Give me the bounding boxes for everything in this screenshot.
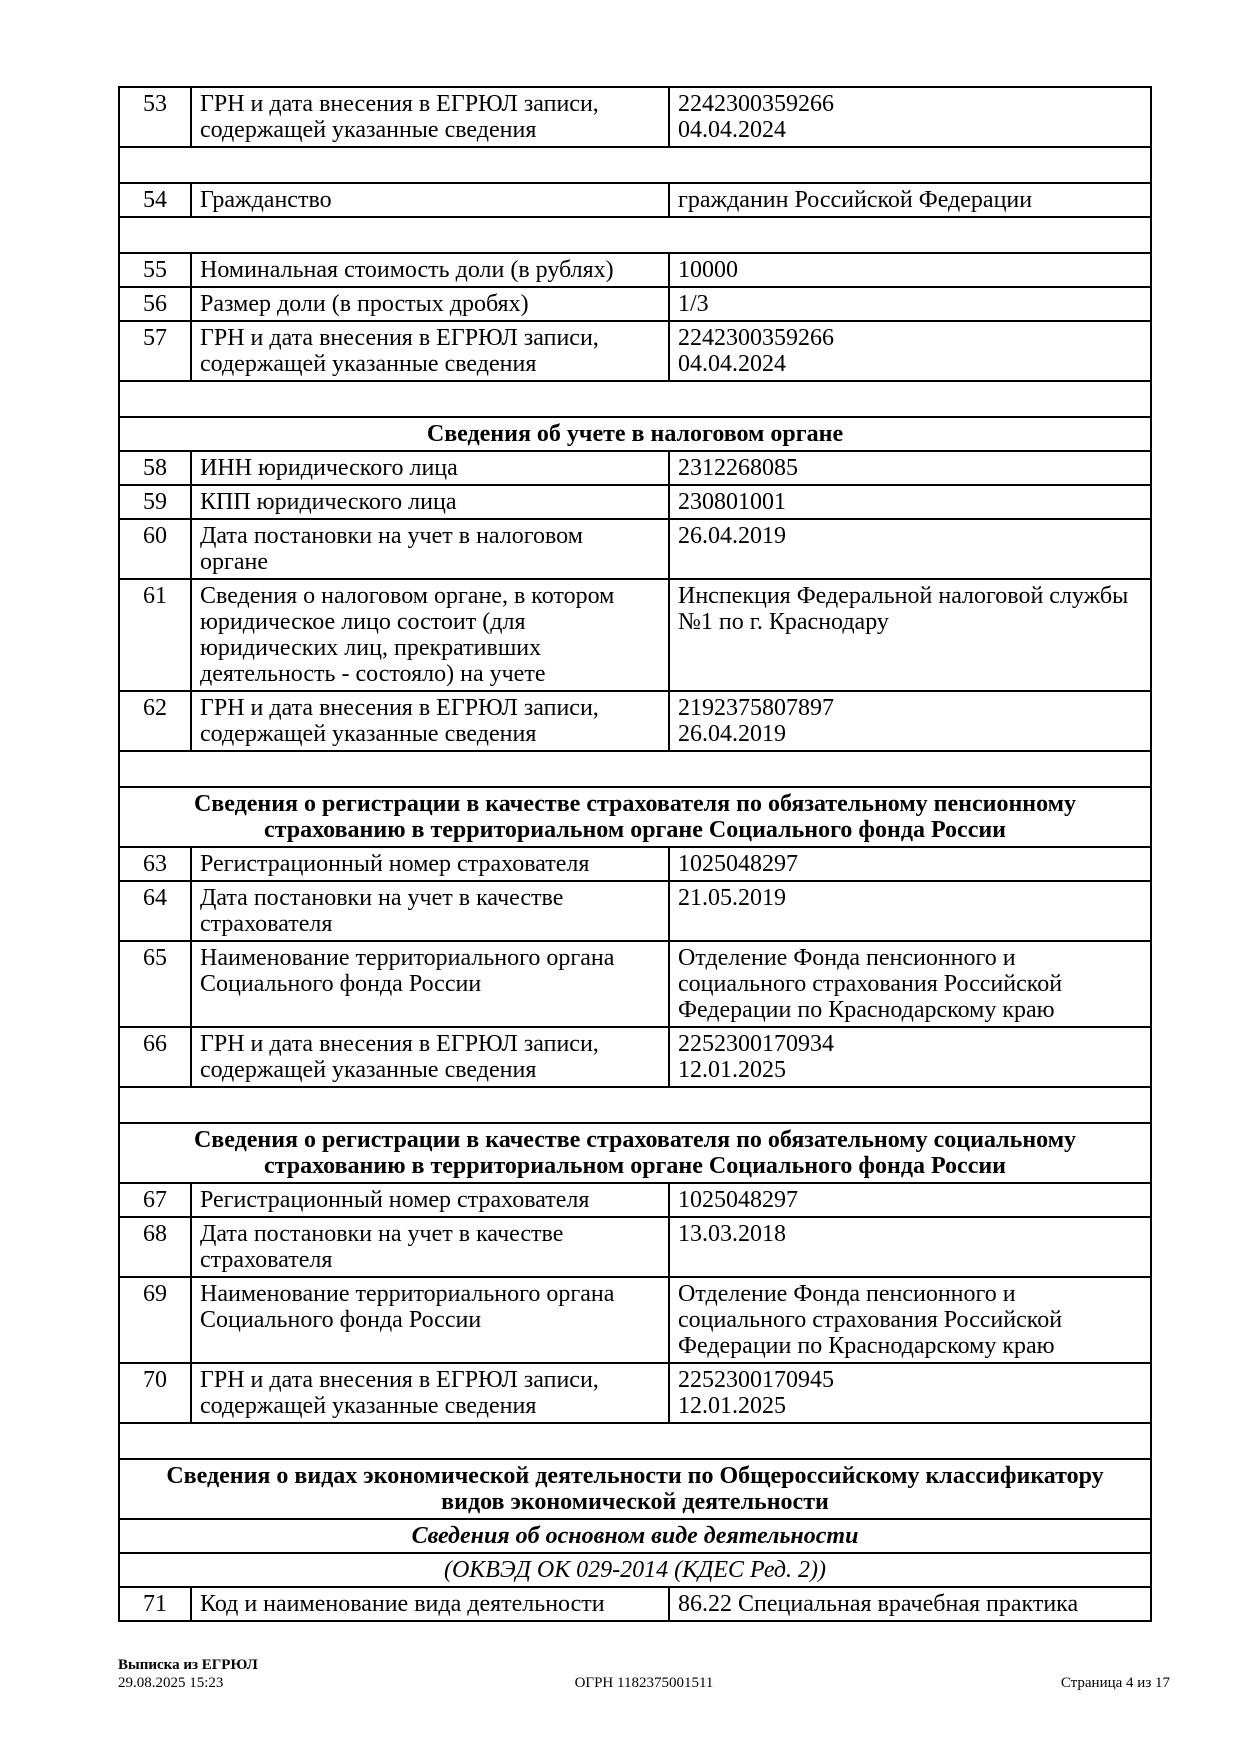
row-label-line: Гражданство: [200, 187, 332, 213]
row-label-line: Дата постановки на учет в налоговом: [200, 523, 583, 549]
footer-page-number: Страница 4 из 17: [1060, 1675, 1170, 1691]
row-label-cell: [191, 1183, 669, 1217]
table-row-65: [119, 941, 1151, 1027]
row-number-cell: 63: [119, 847, 191, 881]
row-value-line: №1 по г. Краснодару: [678, 609, 889, 635]
row-value-line: 21.05.2019: [678, 885, 786, 911]
row-value-line: 12.01.2025: [678, 1393, 786, 1419]
footer-ogrn: ОГРН 1182375001511: [574, 1675, 714, 1691]
row-value-line: 10000: [678, 257, 738, 283]
row-number-cell: 54: [119, 183, 191, 217]
row-number-cell: 59: [119, 485, 191, 519]
section-header-row: [119, 1553, 1151, 1587]
row-value-cell: [669, 1183, 1151, 1217]
row-value-line: 04.04.2024: [678, 351, 786, 377]
row-label-line: Социального фонда России: [200, 971, 482, 997]
table-row-66: [119, 1027, 1151, 1087]
spacer-row: [119, 381, 1151, 417]
row-label-cell: [191, 451, 669, 485]
spacer-cell: [119, 217, 1151, 253]
row-label-line: ГРН и дата внесения в ЕГРЮЛ записи,: [200, 91, 599, 117]
row-value-cell: [669, 1587, 1151, 1621]
row-label-line: Дата постановки на учет в качестве: [200, 885, 564, 911]
table-row-58: [119, 451, 1151, 485]
row-value-line: гражданин Российской Федерации: [678, 187, 1033, 213]
spacer-cell: [119, 1423, 1151, 1459]
row-label-line: ГРН и дата внесения в ЕГРЮЛ записи,: [200, 1367, 599, 1393]
row-number-cell: 64: [119, 881, 191, 941]
section-header-line: страхованию в территориальном органе Социального фонда России: [264, 817, 1006, 843]
row-number-cell: 69: [119, 1277, 191, 1363]
row-label-cell: [191, 1217, 669, 1277]
section-header-row: [119, 417, 1151, 451]
row-value-cell: [669, 287, 1151, 321]
row-number-cell: 70: [119, 1363, 191, 1423]
section-header-line: страхованию в территориальном органе Социального фонда России: [264, 1153, 1006, 1179]
row-number-cell: 65: [119, 941, 191, 1027]
row-label-line: Регистрационный номер страхователя: [200, 1187, 590, 1213]
row-label-line: Регистрационный номер страхователя: [200, 851, 590, 877]
row-label-line: деятельность - состояло) на учете: [200, 661, 546, 687]
spacer-cell: [119, 1087, 1151, 1123]
section-header-line: Сведения о регистрации в качестве страхователя по обязательному социальному: [193, 1127, 1077, 1153]
section-header-cell: [119, 1553, 1151, 1587]
section-header-line: видов экономической деятельности: [441, 1489, 829, 1515]
table-row-62: [119, 691, 1151, 751]
row-number-cell: 53: [119, 87, 191, 147]
row-label-line: Код и наименование вида деятельности: [200, 1591, 605, 1617]
row-label-cell: [191, 1587, 669, 1621]
table-row-67: [119, 1183, 1151, 1217]
row-value-cell: [669, 87, 1151, 147]
row-value-line: 04.04.2024: [678, 117, 786, 143]
row-value-line: 230801001: [678, 489, 786, 515]
row-label-line: Дата постановки на учет в качестве: [200, 1221, 564, 1247]
row-number-cell: 57: [119, 321, 191, 381]
section-header-cell: [119, 1459, 1151, 1519]
row-label-line: страхователя: [200, 911, 333, 937]
row-label-line: Наименование территориального органа: [200, 945, 615, 971]
table-row-59: [119, 485, 1151, 519]
row-number-cell: 68: [119, 1217, 191, 1277]
row-value-cell: [669, 847, 1151, 881]
spacer-cell: [119, 381, 1151, 417]
egrul-table: [118, 86, 1152, 1622]
section-header-cell: [119, 1519, 1151, 1553]
row-label-line: содержащей указанные сведения: [200, 351, 537, 377]
row-value-line: 2242300359266: [678, 325, 834, 351]
row-label-line: Социального фонда России: [200, 1307, 482, 1333]
table-row-54: [119, 183, 1151, 217]
row-value-line: 12.01.2025: [678, 1057, 786, 1083]
row-label-cell: [191, 287, 669, 321]
spacer-row: [119, 217, 1151, 253]
row-label-cell: [191, 1363, 669, 1423]
table-row-53: [119, 87, 1151, 147]
row-value-line: Федерации по Краснодарскому краю: [678, 1333, 1055, 1359]
section-header-cell: [119, 417, 1151, 451]
row-label-cell: [191, 485, 669, 519]
row-value-cell: [669, 321, 1151, 381]
row-value-line: Инспекция Федеральной налоговой службы: [678, 583, 1129, 609]
row-value-cell: [669, 1217, 1151, 1277]
row-label-cell: [191, 253, 669, 287]
row-value-line: 2252300170934: [678, 1031, 834, 1057]
row-label-line: Номинальная стоимость доли (в рублях): [200, 257, 614, 283]
row-label-line: содержащей указанные сведения: [200, 117, 537, 143]
section-header-cell: [119, 787, 1151, 847]
row-number-cell: 61: [119, 579, 191, 691]
row-label-line: КПП юридического лица: [200, 489, 457, 515]
spacer-cell: [119, 147, 1151, 183]
row-number-cell: 58: [119, 451, 191, 485]
row-value-cell: [669, 1027, 1151, 1087]
row-label-cell: [191, 519, 669, 579]
table-row-64: [119, 881, 1151, 941]
row-label-line: Размер доли (в простых дробях): [200, 291, 529, 317]
table-row-55: [119, 253, 1151, 287]
row-number-cell: 67: [119, 1183, 191, 1217]
spacer-row: [119, 147, 1151, 183]
row-value-line: Отделение Фонда пенсионного и: [678, 1281, 1016, 1307]
row-label-line: содержащей указанные сведения: [200, 1393, 537, 1419]
row-label-cell: [191, 691, 669, 751]
row-value-line: 2192375807897: [678, 695, 834, 721]
row-label-line: ГРН и дата внесения в ЕГРЮЛ записи,: [200, 695, 599, 721]
row-value-cell: [669, 1363, 1151, 1423]
section-header-row: [119, 1459, 1151, 1519]
row-value-line: 1025048297: [678, 851, 798, 877]
section-header-row: [119, 787, 1151, 847]
row-value-line: Отделение Фонда пенсионного и: [678, 945, 1016, 971]
table-row-57: [119, 321, 1151, 381]
row-number-cell: 56: [119, 287, 191, 321]
row-number-cell: 62: [119, 691, 191, 751]
row-value-line: 26.04.2019: [678, 721, 786, 747]
table-row-70: [119, 1363, 1151, 1423]
row-label-line: ГРН и дата внесения в ЕГРЮЛ записи,: [200, 325, 599, 351]
section-header-row: [119, 1123, 1151, 1183]
row-value-line: социального страхования Российской: [678, 1307, 1063, 1333]
row-value-line: 86.22 Специальная врачебная практика: [678, 1591, 1079, 1617]
row-value-line: 2242300359266: [678, 91, 834, 117]
row-value-cell: [669, 451, 1151, 485]
row-number-cell: 60: [119, 519, 191, 579]
row-label-cell: [191, 183, 669, 217]
section-header-line: Сведения об основном виде деятельности: [411, 1523, 859, 1549]
section-header-cell: [119, 1123, 1151, 1183]
table-row-69: [119, 1277, 1151, 1363]
row-label-cell: [191, 941, 669, 1027]
row-label-line: Сведения о налоговом органе, в котором: [200, 583, 615, 609]
row-value-line: 13.03.2018: [678, 1221, 786, 1247]
row-value-line: социального страхования Российской: [678, 971, 1063, 997]
section-header-line: Сведения об учете в налоговом органе: [426, 421, 844, 447]
table-row-63: [119, 847, 1151, 881]
section-header-row: [119, 1519, 1151, 1553]
row-label-line: содержащей указанные сведения: [200, 721, 537, 747]
egrul-table-body: [119, 87, 1151, 1621]
table-row-71: [119, 1587, 1151, 1621]
footer-document-title: Выписка из ЕГРЮЛ: [118, 1657, 258, 1673]
row-value-line: 1/3: [678, 291, 709, 317]
row-label-cell: [191, 321, 669, 381]
row-value-cell: [669, 1277, 1151, 1363]
row-label-cell: [191, 579, 669, 691]
row-label-line: ГРН и дата внесения в ЕГРЮЛ записи,: [200, 1031, 599, 1057]
section-header-line: (ОКВЭД ОК 029-2014 (КДЕС Ред. 2)): [443, 1557, 826, 1583]
row-value-cell: [669, 579, 1151, 691]
row-value-line: Федерации по Краснодарскому краю: [678, 997, 1055, 1023]
row-value-line: 2312268085: [678, 455, 798, 481]
spacer-row: [119, 1087, 1151, 1123]
row-value-cell: [669, 691, 1151, 751]
section-header-line: Сведения о видах экономической деятельности по Общероссийскому классификатору: [166, 1463, 1104, 1489]
row-label-line: содержащей указанные сведения: [200, 1057, 537, 1083]
table-row-56: [119, 287, 1151, 321]
row-value-cell: [669, 485, 1151, 519]
row-value-cell: [669, 253, 1151, 287]
row-label-line: страхователя: [200, 1247, 333, 1273]
row-value-line: 2252300170945: [678, 1367, 834, 1393]
row-label-cell: [191, 847, 669, 881]
row-label-cell: [191, 1277, 669, 1363]
row-value-cell: [669, 519, 1151, 579]
row-value-cell: [669, 183, 1151, 217]
spacer-row: [119, 1423, 1151, 1459]
row-value-line: 1025048297: [678, 1187, 798, 1213]
footer-generated-datetime: 29.08.2025 15:23: [118, 1675, 224, 1691]
row-number-cell: 71: [119, 1587, 191, 1621]
row-label-line: органе: [200, 549, 268, 575]
row-value-cell: [669, 881, 1151, 941]
row-number-cell: 66: [119, 1027, 191, 1087]
section-header-line: Сведения о регистрации в качестве страхователя по обязательному пенсионному: [193, 791, 1077, 817]
row-label-line: юридических лиц, прекративших: [200, 635, 542, 661]
table-row-68: [119, 1217, 1151, 1277]
row-label-line: ИНН юридического лица: [200, 455, 458, 481]
row-value-line: 26.04.2019: [678, 523, 786, 549]
table-row-61: [119, 579, 1151, 691]
row-label-line: Наименование территориального органа: [200, 1281, 615, 1307]
spacer-row: [119, 751, 1151, 787]
row-label-cell: [191, 87, 669, 147]
row-label-line: юридическое лицо состоит (для: [200, 609, 526, 635]
row-value-cell: [669, 941, 1151, 1027]
row-label-cell: [191, 1027, 669, 1087]
row-label-cell: [191, 881, 669, 941]
egrul-table-container: [118, 86, 1150, 1622]
spacer-cell: [119, 751, 1151, 787]
row-number-cell: 55: [119, 253, 191, 287]
table-row-60: [119, 519, 1151, 579]
